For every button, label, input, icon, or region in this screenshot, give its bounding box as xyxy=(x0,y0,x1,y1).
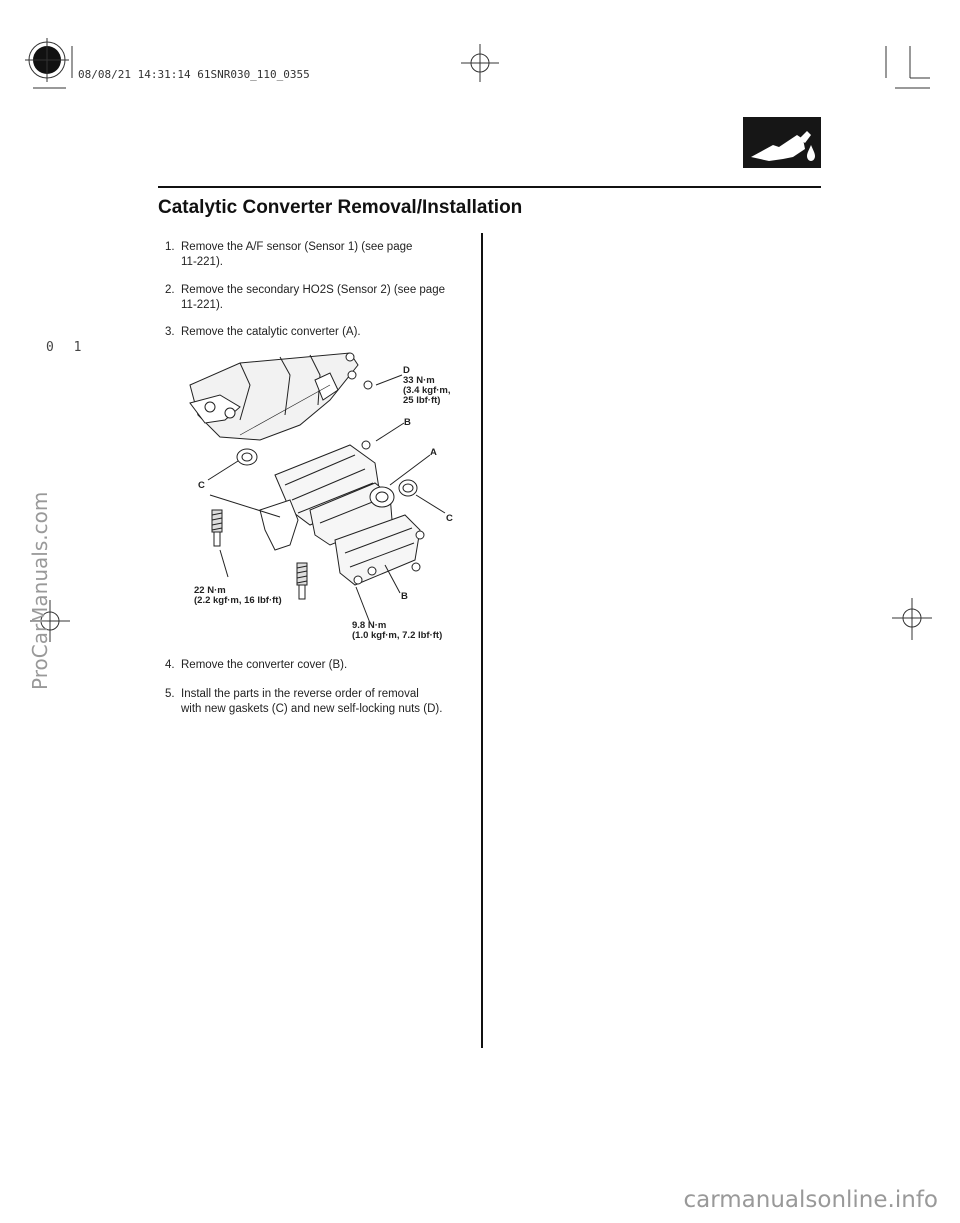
callout-d: D xyxy=(403,365,410,376)
callout-c-left: C xyxy=(198,480,205,491)
side-watermark: ProCarManuals.com xyxy=(28,491,52,690)
bottom-watermark: carmanualsonline.info xyxy=(683,1187,938,1213)
torque-98-line1: 9.8 N·m xyxy=(352,620,387,631)
step-4: 4. Remove the converter cover (B). xyxy=(165,659,348,671)
print-stamp: 08/08/21 14:31:14 61SNR030_110_0355 xyxy=(78,68,310,81)
callout-a: A xyxy=(430,447,437,458)
page-marker: 0 1 xyxy=(46,340,88,355)
torque-22-line2: (2.2 kgf·m, 16 lbf·ft) xyxy=(194,595,282,606)
page-title: Catalytic Converter Removal/Installation xyxy=(158,197,523,218)
column-divider xyxy=(481,233,483,1048)
callout-b-bottom: B xyxy=(401,591,408,602)
torque-22-line1: 22 N·m xyxy=(194,585,226,596)
header-rule xyxy=(158,186,821,188)
callout-b-top: B xyxy=(404,417,411,428)
step-3: 3. Remove the catalytic converter (A). xyxy=(165,326,361,338)
torque-d-line3: 25 lbf·ft) xyxy=(403,395,441,406)
torque-d-line2: (3.4 kgf·m, xyxy=(403,385,451,396)
step-1: 1. Remove the A/F sensor (Sensor 1) (see page 11-221). xyxy=(165,241,413,268)
step-5: 5. Install the parts in the reverse order of removal with new gaskets (C) and new self-locking nuts (D). xyxy=(165,688,443,715)
step-2: 2. Remove the secondary HO2S (Sensor 2) (see page 11-221). xyxy=(165,284,445,311)
torque-d-line1: 33 N·m xyxy=(403,375,435,386)
callout-c-right: C xyxy=(446,513,453,524)
fuel-emissions-section-icon xyxy=(743,117,821,168)
torque-98-line2: (1.0 kgf·m, 7.2 lbf·ft) xyxy=(352,630,443,641)
